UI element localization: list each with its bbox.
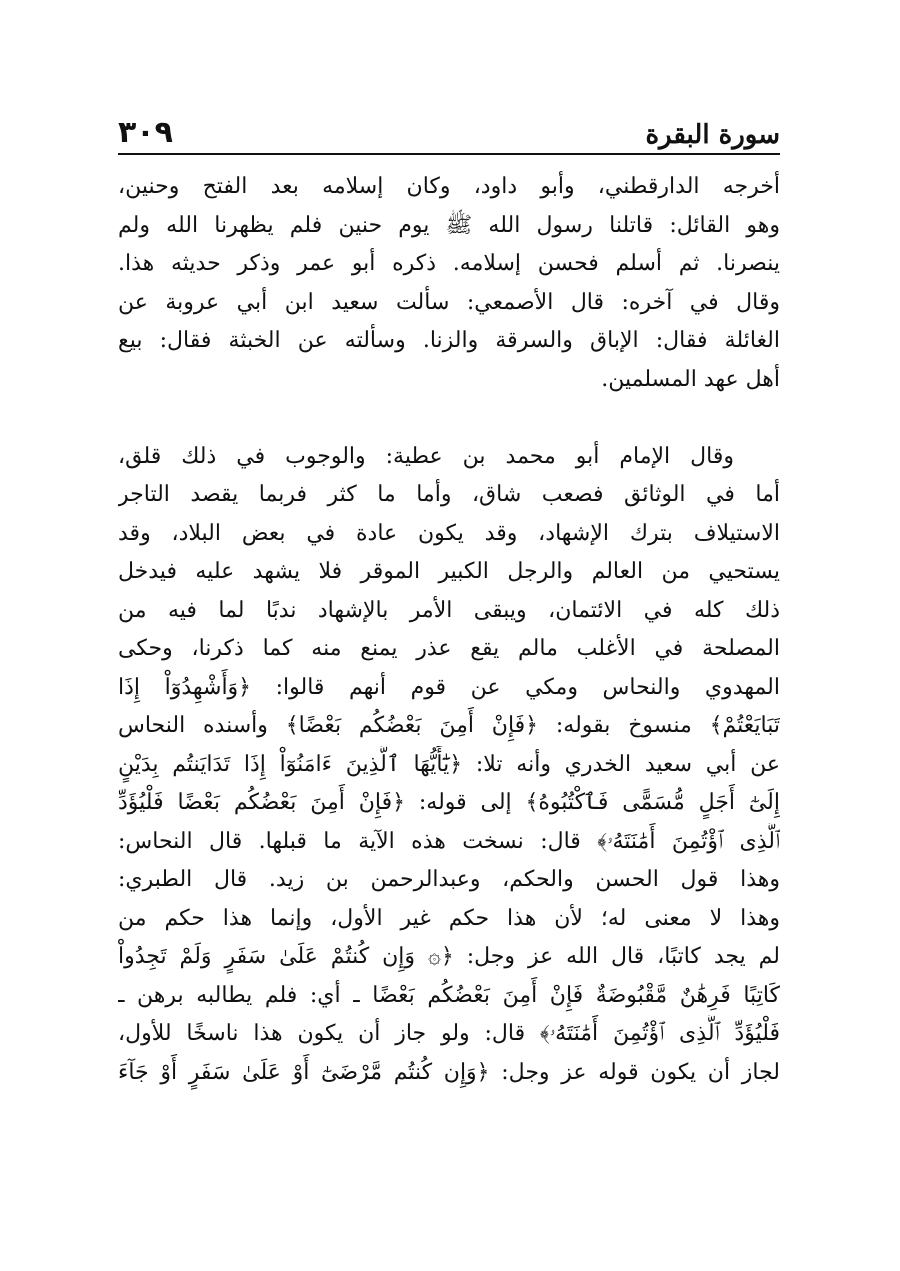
text-line: لم يجد كاتبًا، قال الله عز وجل: ﴿۞ وَإِن كُنتُمْ عَلَىٰ سَفَرٍ وَلَمْ تَجِدُواْ xyxy=(118,944,780,969)
header-rule xyxy=(118,153,780,155)
text-line: المصلحة في الأغلب مالم يقع عذر يمنع منه كما ذكرنا، وحكى xyxy=(118,636,780,661)
text-line: تَبَايَعْتُمْ﴾ منسوخ بقوله: ﴿فَإِنْ أَمِنَ بَعْضُكُم بَعْضًا﴾ وأسنده النحاس xyxy=(118,713,780,738)
text-line: وهذا لا معنى له؛ لأن هذا حكم غير الأول، وإنما هذا حكم من xyxy=(118,905,780,931)
page-header xyxy=(118,100,780,150)
text-line: أهل عهد المسلمين. xyxy=(601,366,780,392)
page-number: ٣٠٩ xyxy=(118,115,173,150)
text-line: فَلْيُؤَدِّ ٱلَّذِى ٱؤْتُمِنَ أَمَٰنَتَهُۥ﴾ قال: ولو جاز أن يكون هذا ناسخًا للأول، xyxy=(118,1021,780,1046)
page-body xyxy=(118,168,780,1092)
text-line: عن أبي سعيد الخدري وأنه تلا: ﴿يَٰٓأَيُّهَا ٱلَّذِينَ ءَامَنُوٓاْ إِذَا تَدَايَنتُم بِدَيْنٍ xyxy=(118,751,780,777)
text-line: ٱلَّذِى ٱؤْتُمِنَ أَمَٰنَتَهُۥ﴾ قال: نسخت هذه الآية ما قبلها. قال النحاس: xyxy=(118,828,780,854)
text-line: وهذا قول الحسن والحكم، وعبدالرحمن بن زيد. قال الطبري: xyxy=(118,867,780,892)
text-line: يستحيي من العالم والرجل الكبير الموقر فلا يشهد عليه فيدخل xyxy=(118,559,780,584)
text-line: أخرجه الدارقطني، وأبو داود، وكان إسلامه بعد الفتح وحنين، xyxy=(118,174,780,199)
text-line: وهو القائل: قاتلنا رسول الله ﷺ يوم حنين فلم يظهرنا الله ولم xyxy=(118,212,780,238)
text-line: ذلك كله في الائتمان، ويبقى الأمر بالإشهاد ندبًا لما فيه من xyxy=(118,597,780,623)
text-line: أما في الوثائق فصعب شاق، وأما ما كثر فربما يقصد التاجر xyxy=(118,482,780,507)
text-line: الغائلة فقال: الإباق والسرقة والزنا. وسألته عن الخبثة فقال: بيع xyxy=(118,328,780,353)
surah-title: سورة البقرة xyxy=(645,120,780,150)
text-line: ينصرنا. ثم أسلم فحسن إسلامه. ذكره أبو عمر وذكر حديثه هذا. xyxy=(118,251,780,276)
text-line: كَاتِبًا فَرِهَٰنٌ مَّقْبُوضَةٌ فَإِنْ أَمِنَ بَعْضُكُم بَعْضًا ـ أي: فلم يطالبه برهن ـ xyxy=(118,982,780,1008)
paragraph-gap xyxy=(118,399,780,438)
text-line: المهدوي والنحاس ومكي عن قوم أنهم قالوا: ﴿وَأَشْهِدُوٓاْ إِذَا xyxy=(118,674,780,700)
text-line: لجاز أن يكون قوله عز وجل: ﴿وَإِن كُنتُم مَّرْضَىٰٓ أَوْ عَلَىٰ سَفَرٍ أَوْ جَآءَ xyxy=(118,1059,780,1085)
text-line: إِلَىٰٓ أَجَلٍ مُّسَمًّى فَٱكْتُبُوهُ﴾ إلى قوله: ﴿فَإِنْ أَمِنَ بَعْضُكُم بَعْضًا فَلْيُؤَدِّ xyxy=(118,790,780,815)
text-line: وقال في آخره: قال الأصمعي: سألت سعيد ابن أبي عروبة عن xyxy=(118,289,780,315)
text-line: وقال الإمام أبو محمد بن عطية: والوجوب في ذلك قلق، xyxy=(118,443,734,469)
text-line: الاستيلاف بترك الإشهاد، وقد يكون عادة في بعض البلاد، وقد xyxy=(118,520,780,546)
